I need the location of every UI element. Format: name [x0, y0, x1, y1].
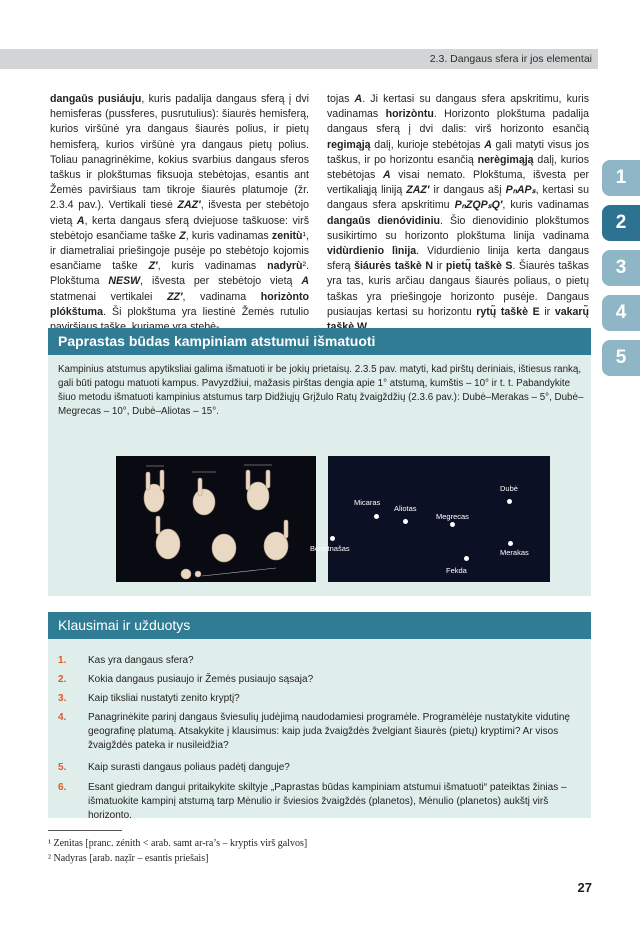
right-column-text: tojas A. Ji kertasi su dangaus sfera apskritimu, kuris vadinamas horizòntu. Horizonto plokštuma padalija dangaus sferą į dvi dalis: virš horizonto esančią regimąją dalį, kurioje stebėtojas A gali matyti visus jos taškus, ir po horizontu esančią nerègimąją dalį, kurios stebėtojas A visai nemato. Plokštuma, išvesta per vertikaliąją liniją ZAZ′ ir dangaus ašį PₙAPₛ, kertasi su dangaus sfera apskritimu PₙZQPₛQ′, kuris vadinamas dangaūs dienóvidiniu. Šio dienovidinio plokštumos susikirtimo su horizonto plokštuma linija vadinama vidùrdienio lìnija. Vidurdienio linija kerta dangaus sferą šiáurės taškè N ir pietų̃ taškè S. Šiaurės taškas yra tas, kuris arčiau dangaus šiaurės poliaus, o pietų taškas yra priešingoje horizonto pusėje. Dangaus pusiaujas kertasi su horizontu rytų̃ taškè E ir vakarų̃ [327, 93, 589, 318]
star-label-aliotas: Aliotas [394, 504, 417, 513]
hand-angles-figure [116, 456, 316, 582]
footnote-divider [48, 830, 122, 831]
star-label-benetnasas: Benetnašas [310, 544, 350, 553]
hand-gestures-illustration [116, 456, 316, 582]
star-label-fekda: Fekda [446, 566, 467, 575]
chapter-tabs [602, 160, 640, 385]
star-megrecas [450, 522, 455, 527]
star-label-merakas: Merakas [500, 548, 529, 557]
running-header: 2.3. Dangaus sfera ir jos elementai [429, 53, 592, 65]
chapter-tab-3[interactable]: 3 [602, 250, 640, 286]
star-aliotas [403, 519, 408, 524]
star-fekda [464, 556, 469, 561]
tip-box-text: Kampinius atstumus apytiksliai galima išmatuoti ir be jokių prietaisų. 2.3.5 pav. matyti, kad pirštų deriniais, ištiesus ranką, gali būti patogu matuoti kampus. Pavyzdžiui, mažasis pirštas dengia apie 1° atstumą, kumštis – 10° ir t. t. Pabandykite šiuo metodu išmatuoti kampinius atstumus tarp Didžiųjų Grįžulo Ratų žvaigždžių (2.3.6 pav.): Dubė–Merakas – 5°, Dubė–Megrecas – 10°, Dubė–Aliotas – 15°. [58, 364, 584, 417]
chapter-tab-4[interactable]: 4 [602, 295, 640, 331]
chapter-tab-1[interactable]: 1 [602, 160, 640, 196]
left-column-text: dangaūs pusiáuju, kuris padalija dangaus sferą į dvi hemisferas (pussferes, pusrutulius): šiaurės hemisferą, kurios viršūnė yra dangaus šiaurės polius, ir pietų hemisferą, kurios viršūnė yra dangaus pietų polius. Toliau panagrinėkime, kokius svarbius dangaus sferos taškus ir plokštumas fiksuoja stebėtojas, esantis ant Žemės paviršiaus tam tikroje šiaurės platumoje (žr. 2.3.4 pav.). Vertikali tiesė ZAZ′, išvesta per stebėtojo vietą A, kerta dangaus sferą dviejuose taškuose: virš stebėtojo esančiame taške Z, kuris vadinamas zenitù¹, ir diametraliai priešingoje pusėje po stebėtojo kojomis esančiame taške Z′, kuris vadinamas nadyrù². Plokštuma NESW, išvesta per stebėtojo vietą A statmenai vertikalei ZZ′, vadinama horizònto plókštuma. Ši plokštuma yra liestinė Žemės rutulio [50, 93, 310, 318]
star-dube [507, 499, 512, 504]
footnote-2: ² Nadyras [arab. naẓīr – esantis priešais] [48, 853, 209, 864]
big-dipper-figure [310, 456, 550, 582]
chapter-tab-5[interactable]: 5 [602, 340, 640, 376]
star-label-megrecas: Megrecas [436, 512, 469, 521]
star-benetnasas [330, 536, 335, 541]
page-number: 27 [577, 880, 592, 895]
star-label-dube: Dubė [500, 484, 518, 493]
footnote-1: ¹ Zenìtas [pranc. zénith < arab. samt ar-ra’s – kryptis virš galvos] [48, 838, 308, 849]
questions-box: Klausimai ir užduotys 1. Kas yra dangaus sfera? 2. Kokia dangaus pusiaujo ir Žemės pusiaujo sąsaja? 3. Kaip tiksliai nustatyti zenito kryptį? 4. Panagrinėkite parinį dangaus šviesulių judėjimą naudodamiesi programėle. Programėlėje nustatykite vidutinę geografinę platumą. Atsakykite į klausimus: kaip juda žvaigždės žvelgiant šiaurės (pietų) kryptimi? Ar visos žvaigždės pateka ir nusileidžia? 5. Kaip surasti dangaus poliaus padėtį danguje? 6. Esant giedram dangui pritaikykite skiltyje „Paprastas būdas kampiniam atstumui išmatuoti“ pateiktas žinias – išmatuokite kampinį atstumą tarp Mėnulio ir šviesios žvaigždės (planetos), Mėnulio (planetos) aukštį virš horizonto. [48, 612, 591, 818]
star-label-micaras: Micaras [354, 498, 381, 507]
tip-box-title: Paprastas būdas kampiniam atstumui išmatuoti [58, 333, 376, 349]
chapter-tab-2[interactable]: 2 [602, 205, 640, 241]
questions-title: Klausimai ir užduotys [58, 617, 191, 633]
star-merakas [508, 541, 513, 546]
star-micaras [374, 514, 379, 519]
